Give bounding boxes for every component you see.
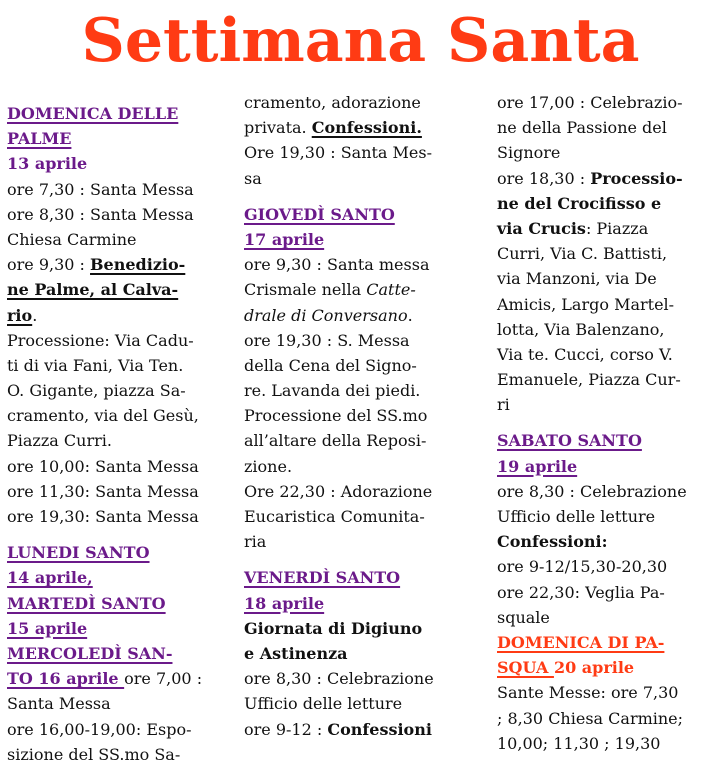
text-segment: Sante Messe: ore 7,30	[497, 683, 679, 703]
text-line	[244, 140, 492, 165]
text-line	[7, 403, 239, 428]
text-line	[7, 101, 239, 126]
text-line	[244, 166, 492, 191]
text-line	[497, 529, 719, 554]
text-line	[497, 428, 719, 453]
text-line	[244, 616, 492, 641]
text-line	[7, 504, 239, 529]
text-segment: all’altare della Reposi-	[244, 431, 427, 451]
text-segment: ore 19,30 : S. Messa	[244, 330, 410, 350]
section-gap	[7, 529, 239, 540]
text-line	[244, 90, 492, 115]
text-segment: Confessioni:	[497, 532, 608, 552]
text-segment: TO 16 aprile	[7, 669, 125, 689]
text-segment: sizione del SS.mo Sa-	[7, 744, 181, 764]
text-segment: via Manzoni, via De	[497, 269, 657, 289]
text-segment: Crismale nella	[244, 280, 367, 300]
text-line	[497, 115, 719, 140]
text-line	[244, 428, 492, 453]
text-segment: drale di Conversano	[244, 305, 408, 325]
text-line	[497, 191, 719, 216]
text-segment: sa	[244, 168, 262, 188]
text-segment: Curri, Via C. Battisti,	[497, 244, 668, 264]
text-line	[7, 378, 239, 403]
text-segment: privata.	[244, 118, 312, 138]
text-line	[497, 706, 719, 731]
text-segment: Santa Messa	[7, 694, 111, 714]
text-segment: ore 18,30 :	[497, 168, 591, 188]
section-gap	[244, 191, 492, 202]
text-line	[7, 454, 239, 479]
text-line	[497, 216, 719, 241]
text-segment: Chiesa Carmine	[7, 229, 137, 249]
text-line	[7, 328, 239, 353]
text-segment: MERCOLEDÌ SAN-	[7, 643, 173, 663]
text-segment: ore 9-12 :	[244, 719, 328, 739]
text-line	[497, 317, 719, 342]
text-segment: PALME	[7, 129, 72, 149]
column-1	[7, 101, 239, 767]
text-segment: Emanuele, Piazza Cur-	[497, 370, 681, 390]
text-segment: ri	[497, 395, 510, 415]
text-segment: DOMENICA DI PA-	[497, 632, 665, 652]
text-line	[244, 591, 492, 616]
text-line	[244, 565, 492, 590]
text-segment: della Cena del Signo-	[244, 355, 417, 375]
text-line	[244, 202, 492, 227]
text-segment: cramento, adorazione	[244, 93, 421, 112]
text-line	[7, 565, 239, 590]
column-3	[497, 90, 719, 756]
text-line	[244, 454, 492, 479]
text-segment: MARTEDÌ SANTO	[7, 593, 166, 613]
text-segment: ne della Passione del	[497, 118, 667, 138]
text-segment: Ore 19,30 : Santa Mes-	[244, 143, 433, 163]
text-segment: rio	[7, 305, 33, 325]
text-segment: SQUA	[497, 658, 554, 678]
text-line	[7, 177, 239, 202]
text-line	[497, 266, 719, 291]
text-segment: ore 10,00: Santa Messa	[7, 456, 199, 476]
text-line	[497, 680, 719, 705]
text-segment: Confessioni	[327, 719, 432, 739]
text-segment: ti di via Fani, Via Ten.	[7, 355, 184, 375]
text-segment: Giornata di Digiuno	[244, 618, 423, 638]
text-line	[7, 227, 239, 252]
text-line	[497, 554, 719, 579]
text-line	[497, 140, 719, 165]
text-line	[497, 367, 719, 392]
text-segment: lotta, Via Balenzano,	[497, 319, 665, 339]
text-line	[244, 303, 492, 328]
text-line	[497, 479, 719, 504]
text-segment: ore 9-12/15,30-20,30	[497, 557, 668, 577]
text-segment: DOMENICA DELLE	[7, 104, 179, 123]
text-line	[7, 303, 239, 328]
text-line	[244, 666, 492, 691]
text-segment: squale	[497, 607, 550, 627]
text-line	[497, 90, 719, 115]
text-line	[497, 392, 719, 417]
text-line	[497, 580, 719, 605]
text-segment: cramento, via del Gesù,	[7, 406, 199, 426]
text-segment: ore 9,30 : Santa messa	[244, 255, 430, 275]
text-segment: 19 aprile	[497, 456, 578, 476]
text-segment: ore 11,30: Santa Messa	[7, 481, 199, 501]
text-line	[497, 504, 719, 529]
text-segment: : Piazza	[585, 218, 649, 238]
text-line	[7, 479, 239, 504]
text-line	[244, 277, 492, 302]
text-segment: ore 7,30 : Santa Messa	[7, 179, 194, 199]
text-line	[497, 731, 719, 756]
text-segment: 17 aprile	[244, 229, 325, 249]
text-line	[497, 655, 719, 680]
text-segment: 18 aprile	[244, 593, 325, 613]
text-segment: ne del Crocifisso e	[497, 193, 662, 213]
text-segment: SABATO SANTO	[497, 431, 642, 451]
text-segment: 10,00; 11,30 ; 19,30	[497, 733, 661, 753]
text-line	[7, 540, 239, 565]
text-line	[7, 353, 239, 378]
text-line	[497, 166, 719, 191]
text-segment: ore 9,30 :	[7, 255, 91, 275]
text-line	[244, 529, 492, 554]
text-line	[244, 479, 492, 504]
text-segment: ore 22,30: Veglia Pa-	[497, 582, 665, 602]
text-segment: ore 8,30 : Santa Messa	[7, 204, 194, 224]
text-line	[7, 691, 239, 716]
text-segment: VENERDÌ SANTO	[244, 568, 401, 588]
text-line	[7, 252, 239, 277]
text-segment: O. Gigante, piazza Sa-	[7, 381, 186, 401]
text-line	[244, 252, 492, 277]
text-segment: ore 8,30 : Celebrazione	[497, 481, 687, 501]
text-segment: re. Lavanda dei piedi.	[244, 381, 421, 401]
text-segment: Confessioni.	[311, 118, 422, 138]
text-line	[7, 151, 239, 176]
text-segment: Processione del SS.mo	[244, 406, 428, 426]
text-line	[7, 717, 239, 742]
text-line	[497, 454, 719, 479]
text-line	[7, 591, 239, 616]
text-segment: e Astinenza	[244, 643, 348, 663]
text-line	[244, 328, 492, 353]
section-gap	[244, 554, 492, 565]
text-line	[244, 403, 492, 428]
text-line	[7, 641, 239, 666]
text-segment: ore 16,00-19,00: Espo-	[7, 719, 192, 739]
text-line	[7, 126, 239, 151]
text-segment: ore 19,30: Santa Messa	[7, 507, 199, 526]
text-segment: 20 aprile	[553, 658, 635, 678]
text-segment: Piazza Curri.	[7, 431, 112, 451]
text-line	[497, 292, 719, 317]
column-2	[244, 90, 492, 742]
text-segment: Processione: Via Cadu-	[7, 330, 194, 350]
text-line	[7, 742, 239, 767]
text-line	[244, 691, 492, 716]
text-segment: Ore 22,30 : Adorazione	[244, 481, 433, 501]
text-segment: .	[407, 305, 413, 325]
text-segment: Ufficio delle letture	[244, 694, 403, 714]
text-segment: Eucaristica Comunita-	[244, 507, 425, 526]
text-line	[497, 241, 719, 266]
text-segment: ore 8,30 : Celebrazione	[244, 669, 434, 689]
text-line	[244, 504, 492, 529]
text-segment: LUNEDI SANTO	[7, 543, 150, 563]
text-segment: Signore	[497, 143, 561, 163]
section-gap	[497, 417, 719, 428]
text-segment: .	[32, 305, 38, 325]
text-line	[7, 202, 239, 227]
text-line	[244, 227, 492, 252]
text-line	[244, 353, 492, 378]
text-segment: ; 8,30 Chiesa Carmine;	[497, 708, 684, 728]
page-title: Settimana Santa	[81, 6, 640, 76]
text-segment: 15 aprile	[7, 618, 88, 638]
text-segment: Processio-	[590, 168, 683, 188]
text-line	[7, 277, 239, 302]
text-line	[7, 616, 239, 641]
text-segment: ne Palme, al Calva-	[7, 280, 179, 300]
text-line	[244, 641, 492, 666]
text-line	[7, 666, 239, 691]
text-line	[497, 630, 719, 655]
text-segment: ore 7,00 :	[124, 669, 203, 689]
text-segment: 14 aprile,	[7, 568, 93, 588]
text-line	[497, 605, 719, 630]
text-segment: Catte-	[366, 280, 416, 300]
text-segment: Benedizio-	[90, 255, 186, 275]
text-line	[497, 342, 719, 367]
text-segment: via Crucis	[497, 218, 586, 238]
text-line	[244, 115, 492, 140]
text-segment: zione.	[244, 456, 293, 476]
text-segment: ria	[244, 532, 267, 552]
text-segment: ore 17,00 : Celebrazio-	[497, 93, 683, 112]
text-segment: Ufficio delle letture	[497, 507, 656, 526]
text-line	[244, 717, 492, 742]
text-segment: GIOVEDÌ SANTO	[244, 204, 395, 224]
text-segment: Amicis, Largo Martel-	[497, 294, 675, 314]
text-segment: 13 aprile	[7, 154, 88, 174]
text-line	[7, 428, 239, 453]
text-line	[244, 378, 492, 403]
text-segment: Via te. Cucci, corso V.	[497, 344, 673, 364]
